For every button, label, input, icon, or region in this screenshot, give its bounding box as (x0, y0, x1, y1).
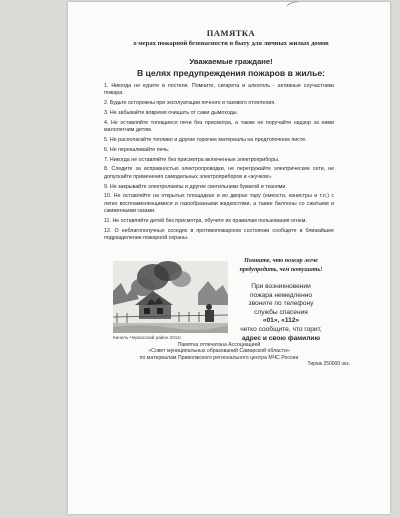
safety-rules-list (104, 83, 334, 245)
call-line: пожара немедленно (249, 291, 313, 299)
rule-item: 12. О неблагополучных соседях в противопожарном состоянии сообщите в ближайшее подразделение пожарной охраны. (104, 227, 334, 242)
rule-item: 1. Никогда не курите в постели. Помните, сигарета и алкоголь - активные соучастники пожара. (104, 83, 334, 97)
circulation-note: Тираж 250000 экз. (307, 361, 350, 367)
publisher-footer (104, 342, 334, 361)
house-fire-photo (113, 261, 228, 333)
call-line: При возникновении (251, 283, 311, 290)
warning-text: Помните, что пожар легче предупредить, чем потушить! (239, 258, 323, 273)
rule-item: 4. Не оставляйте топящиеся печи без присмотра, а также не поручайте надзор за ними малолетним детям. (104, 119, 334, 134)
rule-item: 5. Не располагайте топливо и другие горючие материалы на предтопочном листе. (104, 137, 307, 143)
call-line: службы спасения (254, 308, 308, 316)
document-subtitle: о мерах пожарной безопасности в быту для личных жилых домов (133, 40, 329, 47)
rule-item: 11. Не оставляйте детей без присмотра, обучите их правилам пользования огнем. (104, 218, 307, 224)
rule-item: 3. Не забывайте вовремя очищать от сажи дымоходы. (104, 110, 239, 116)
goal-heading: В целях предупреждения пожаров в жилье: (136, 68, 326, 78)
photo-caption: Кинель-Черкасский район 2011г. (113, 335, 182, 340)
footer-line: по материалам Приволжского регионального центра МЧС России (139, 354, 299, 361)
document-title: ПАМЯТКА (206, 28, 256, 38)
footer-line: Памятка отпечатана Ассоциацией (177, 342, 261, 348)
call-line: адрес и свою фамилию (241, 334, 321, 342)
rule-item: 9. Не закрывайте электролампы и другие светильники бумагой и тканями. (104, 183, 287, 190)
rule-item: 7. Никогда не оставляйте без присмотра включенные электроприборы. (104, 156, 280, 163)
emergency-numbers: «01», «112» (262, 317, 300, 325)
footer-line: «Совет муниципальных образований Самарской области» (148, 348, 290, 355)
greeting-heading: Уважаемые граждане! (189, 57, 273, 66)
rule-item: 6. Не перекаливайте печь. (104, 146, 170, 153)
emergency-call-block (228, 283, 334, 343)
call-line: звоните по телефону (248, 300, 314, 308)
rule-item: 8. Следите за исправностью электропроводки, не перегружайте электрические сети, не допускайте применения самодельных электроприборов и «жучков». (104, 166, 334, 180)
rule-item: 10. Не оставляйте на открытых площадках и во дворах тару (емкости, канистры и т.п.) с легко воспламеняющимися и газообразными жидкостями, а также баллоны со сжатыми и сжиженными газами. (104, 193, 334, 215)
rule-item: 2. Будьте осторожны при эксплуатации печного и газового отопления. (104, 100, 276, 107)
call-line: четко сообщите, что горит, (240, 325, 322, 333)
